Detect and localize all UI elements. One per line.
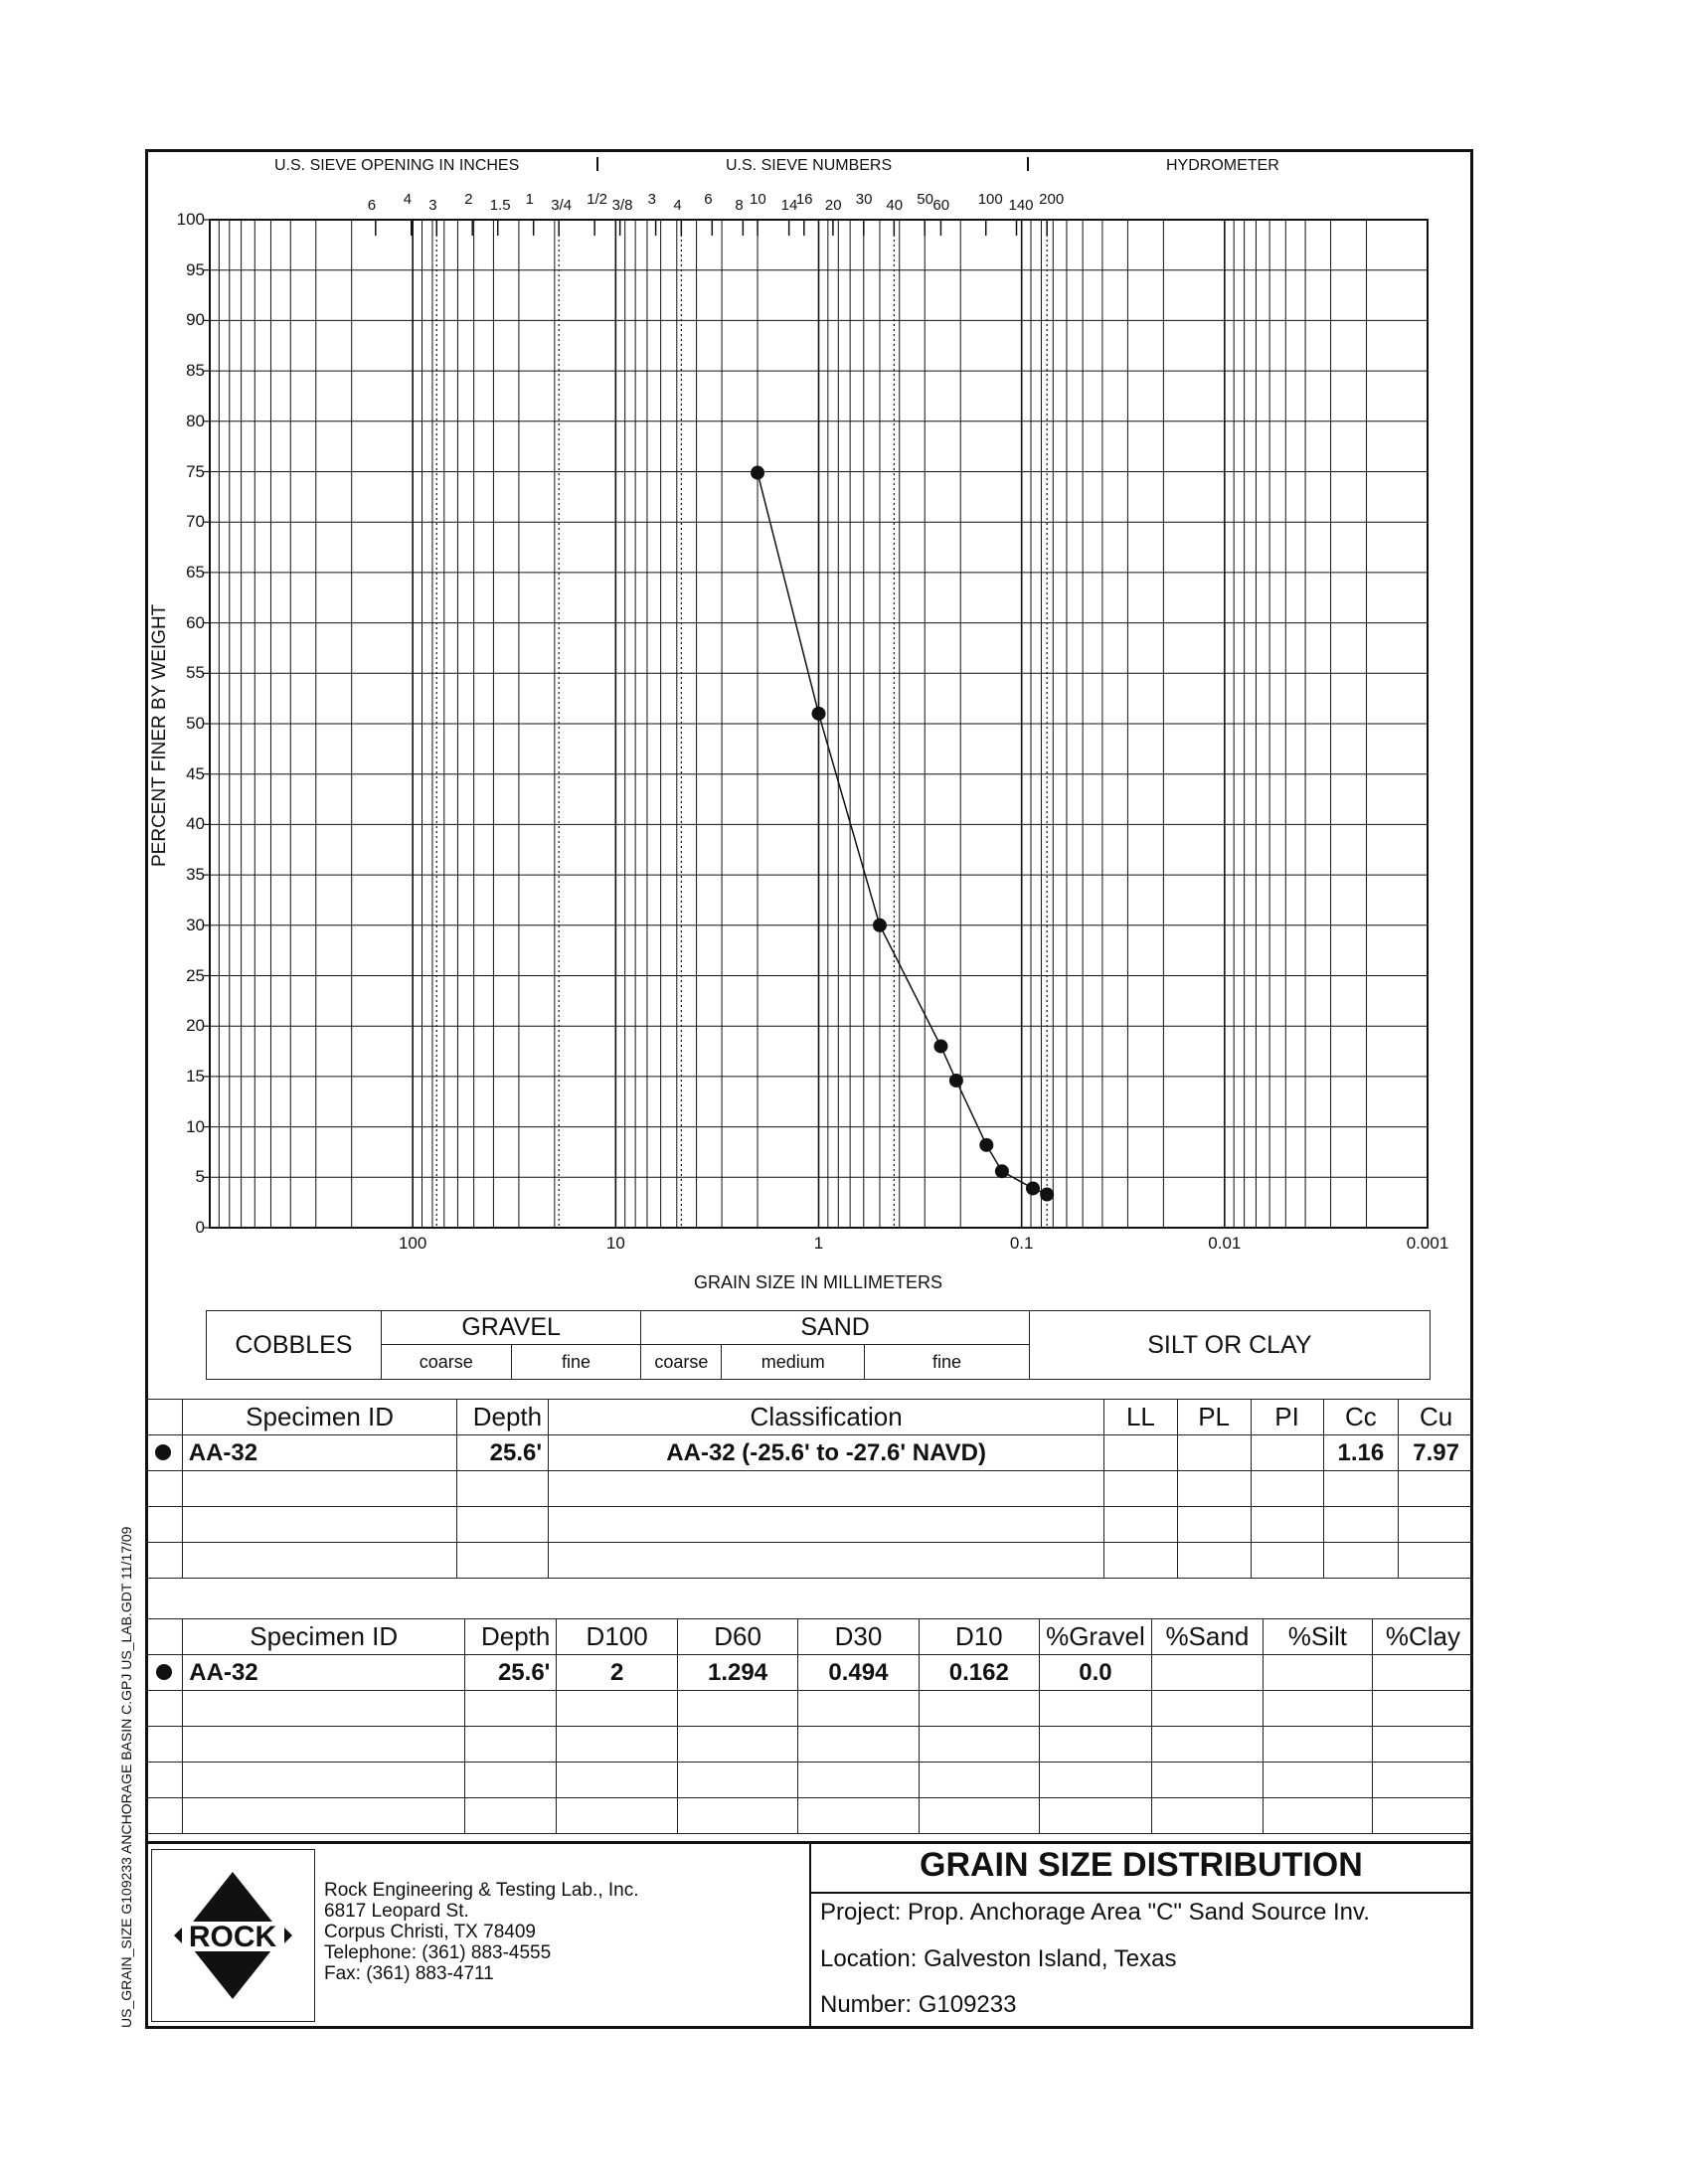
specimen-pl — [1177, 1435, 1251, 1471]
logo-box — [151, 1849, 315, 2022]
sieve-tick-label: 1/2 — [587, 191, 607, 208]
header-sand: %Sand — [1151, 1619, 1263, 1655]
table-row — [145, 1691, 1473, 1727]
gravel-coarse-cell: coarse — [381, 1345, 511, 1380]
y-axis-title: PERCENT FINER BY WEIGHT — [149, 603, 170, 867]
header-pl: PL — [1177, 1400, 1251, 1435]
y-tick-label: 35 — [186, 865, 205, 885]
company-phone: Telephone: (361) 883-4555 — [324, 1942, 552, 1963]
sieve-tick-label: 8 — [735, 197, 744, 214]
header-specimen-id: Specimen ID — [182, 1400, 457, 1435]
sieve-tick-label: 50 — [917, 191, 933, 208]
sieve-tick-label: 10 — [750, 191, 766, 208]
specimen-id: AA-32 — [182, 1435, 457, 1471]
x-tick-label: 0.001 — [1406, 1234, 1449, 1253]
report-title: GRAIN SIZE DISTRIBUTION — [920, 1846, 1363, 1884]
data-point — [949, 1074, 963, 1088]
company-city: Corpus Christi, TX 78409 — [324, 1922, 536, 1942]
y-tick-label: 60 — [186, 612, 205, 632]
hydrometer-label: HYDROMETER — [1166, 157, 1279, 174]
header-depth: Depth — [465, 1619, 557, 1655]
data-point — [1040, 1188, 1054, 1202]
table-row — [145, 1507, 1473, 1543]
table-row — [145, 1435, 1473, 1471]
sieve-tick-label: 200 — [1039, 191, 1065, 208]
location-line — [820, 1945, 1176, 1973]
sieve-tick-label: 140 — [1008, 197, 1034, 214]
symbol-dot — [155, 1444, 171, 1460]
y-tick-label: 0 — [195, 1218, 205, 1237]
sieve-tick-label: 6 — [367, 197, 377, 214]
classification-table — [145, 1399, 1473, 1579]
data-point — [995, 1164, 1009, 1178]
grain-size-curve — [751, 466, 1054, 1202]
silt-clay-cell: SILT OR CLAY — [1029, 1311, 1430, 1380]
x-tick-label: 100 — [398, 1234, 427, 1253]
sieve-tick-label: 4 — [403, 191, 413, 208]
y-tick-label: 40 — [186, 814, 205, 834]
specimen-classification: AA-32 (-25.6' to -27.6' NAVD) — [549, 1435, 1104, 1471]
location-label: Location: — [820, 1945, 918, 1972]
data-point — [873, 919, 887, 932]
specimen-silt — [1263, 1655, 1372, 1691]
specimen-cc: 1.16 — [1323, 1435, 1399, 1471]
x-tick-label: 0.01 — [1208, 1234, 1242, 1253]
specimen-ll — [1104, 1435, 1178, 1471]
company-address — [324, 1880, 639, 1984]
specimen-depth: 25.6' — [457, 1435, 549, 1471]
header-classification: Classification — [549, 1400, 1104, 1435]
table-row — [145, 1763, 1473, 1798]
header-depth: Depth — [457, 1400, 549, 1435]
y-tick-label: 85 — [186, 361, 205, 381]
sieve-tick-label: 1 — [525, 191, 535, 208]
x-tick-label: 0.1 — [1009, 1234, 1034, 1253]
y-tick-label: 25 — [186, 965, 205, 985]
header-clay: %Clay — [1372, 1619, 1473, 1655]
chart-grid — [210, 220, 1428, 1228]
number-value: G109233 — [918, 1991, 1017, 2018]
data-point — [751, 466, 764, 480]
sieve-tick-label: 6 — [704, 191, 713, 208]
project-line — [820, 1899, 1370, 1927]
header-pi: PI — [1251, 1400, 1323, 1435]
sand-coarse-cell: coarse — [641, 1345, 722, 1380]
y-tick-label: 10 — [186, 1116, 205, 1136]
header-d100: D100 — [557, 1619, 678, 1655]
specimen-id: AA-32 — [183, 1655, 465, 1691]
x-tick-label: 10 — [605, 1234, 625, 1253]
sieve-tick-label: 1.5 — [489, 197, 511, 214]
file-reference-text: US_GRAIN_SIZE G109233 ANCHORAGE BASIN C.GPJ US_LAB.GDT 11/17/09 — [118, 1526, 134, 2028]
title-divider — [811, 1892, 1473, 1894]
specimen-d60: 1.294 — [677, 1655, 797, 1691]
specimen-clay — [1372, 1655, 1473, 1691]
specimen-depth: 25.6' — [465, 1655, 557, 1691]
y-tick-label: 30 — [186, 915, 205, 934]
y-tick-label: 45 — [186, 763, 205, 783]
y-tick-label: 65 — [186, 562, 205, 582]
y-tick-label: 80 — [186, 411, 205, 430]
specimen-cu: 7.97 — [1399, 1435, 1473, 1471]
y-tick-label: 95 — [186, 259, 205, 279]
header-cc: Cc — [1323, 1400, 1399, 1435]
sand-cell: SAND — [641, 1311, 1029, 1345]
specimen-gravel: 0.0 — [1039, 1655, 1151, 1691]
gradation-line — [758, 473, 1047, 1195]
specimen-pi — [1251, 1435, 1323, 1471]
data-point — [812, 707, 826, 721]
location-value: Galveston Island, Texas — [924, 1945, 1177, 1972]
table-row — [145, 1655, 1473, 1691]
sieve-tick-label: 3/4 — [551, 197, 573, 214]
table-row — [145, 1543, 1473, 1579]
sieve-tick-label: 100 — [977, 191, 1003, 208]
sieve-tick-label: 14 — [780, 197, 798, 214]
sand-medium-cell: medium — [722, 1345, 865, 1380]
y-tick-label: 75 — [186, 461, 205, 481]
header-d60: D60 — [677, 1619, 797, 1655]
x-axis-title: GRAIN SIZE IN MILLIMETERS — [693, 1272, 943, 1292]
sieve-tick-label: 40 — [886, 197, 904, 214]
y-tick-label: 70 — [186, 512, 205, 532]
grain-statistics-table — [145, 1618, 1473, 1834]
header-gravel: %Gravel — [1039, 1619, 1151, 1655]
header-silt: %Silt — [1263, 1619, 1372, 1655]
y-tick-label: 90 — [186, 310, 205, 330]
header-ll: LL — [1104, 1400, 1178, 1435]
rock-logo — [152, 1850, 314, 2021]
header-specimen-id: Specimen ID — [183, 1619, 465, 1655]
y-tick-label: 50 — [186, 714, 205, 733]
y-tick-label: 5 — [195, 1167, 205, 1187]
company-street: 6817 Leopard St. — [324, 1901, 469, 1922]
footer-vertical-divider — [809, 1841, 811, 2028]
specimen-d100: 2 — [557, 1655, 678, 1691]
number-label: Number: — [820, 1991, 913, 2018]
y-tick-label: 15 — [186, 1066, 205, 1086]
company-name: Rock Engineering & Testing Lab., Inc. — [324, 1880, 639, 1901]
sieve-tick-label: 20 — [824, 197, 842, 214]
company-fax: Fax: (361) 883-4711 — [324, 1963, 494, 1984]
sieve-tick-label: 3 — [428, 197, 437, 214]
sieve-tick-label: 16 — [795, 191, 813, 208]
data-point — [1026, 1181, 1040, 1195]
table-row — [145, 1471, 1473, 1507]
header-cu: Cu — [1399, 1400, 1473, 1435]
soil-classification-legend — [206, 1310, 1431, 1380]
cobbles-cell: COBBLES — [207, 1311, 382, 1380]
gravel-fine-cell: fine — [511, 1345, 641, 1380]
data-point — [979, 1138, 993, 1152]
sieve-tick-label: 3/8 — [611, 197, 633, 214]
number-line — [820, 1991, 1016, 2019]
header-d10: D10 — [919, 1619, 1039, 1655]
logo-text: ROCK — [188, 1921, 277, 1953]
sieve-tick-label: 3 — [647, 191, 656, 208]
data-point — [933, 1039, 947, 1053]
header-d30: D30 — [798, 1619, 919, 1655]
sieve-tick-label: 30 — [855, 191, 873, 208]
project-label: Project: — [820, 1899, 902, 1926]
y-tick-label: 100 — [176, 210, 205, 229]
y-tick-label: 20 — [186, 1016, 205, 1036]
table-row — [145, 1798, 1473, 1834]
sieve-tick-label: 4 — [673, 197, 682, 214]
sand-fine-cell: fine — [865, 1345, 1030, 1380]
y-tick-label: 55 — [186, 663, 205, 683]
gravel-cell: GRAVEL — [381, 1311, 641, 1345]
specimen-d30: 0.494 — [798, 1655, 919, 1691]
symbol-dot — [156, 1664, 172, 1680]
table-row — [145, 1727, 1473, 1763]
specimen-sand — [1151, 1655, 1263, 1691]
project-value: Prop. Anchorage Area "C" Sand Source Inv. — [908, 1899, 1370, 1926]
sieve-numbers-label: U.S. SIEVE NUMBERS — [726, 157, 893, 174]
sieve-inches-label: U.S. SIEVE OPENING IN INCHES — [274, 157, 520, 174]
x-tick-label: 1 — [813, 1234, 824, 1253]
specimen-d10: 0.162 — [919, 1655, 1039, 1691]
sieve-tick-label: 2 — [464, 191, 473, 208]
sieve-tick-label: 60 — [932, 197, 950, 214]
